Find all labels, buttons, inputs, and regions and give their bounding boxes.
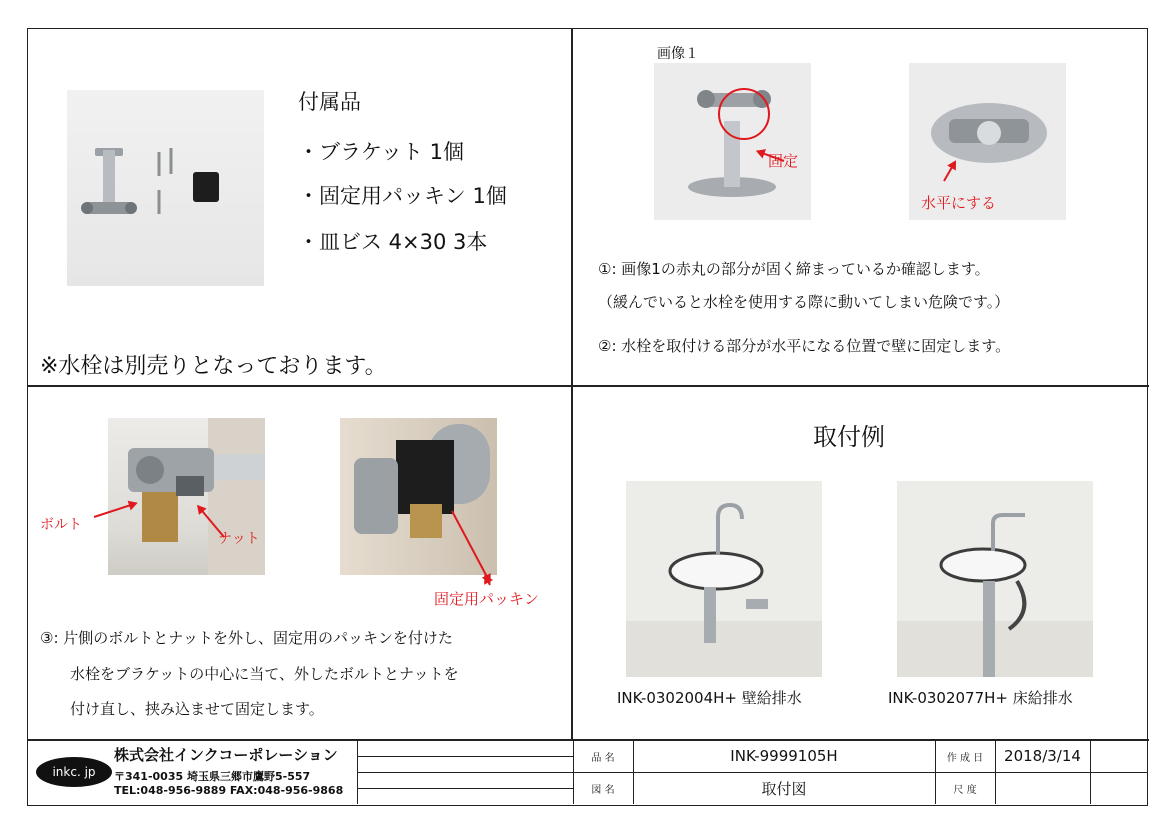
company-address: 〒341-0035 埼玉県三郷市鷹野5-557 bbox=[114, 770, 311, 783]
bracket-photo-front bbox=[654, 63, 811, 220]
step3-line3: 付け直し、挟み込ませて固定します。 bbox=[70, 700, 324, 718]
packing-label: 固定用パッキン bbox=[434, 590, 539, 608]
bolt-nut-photo bbox=[108, 418, 265, 575]
company-phone: TEL:048-956-9889 FAX:048-956-9868 bbox=[114, 784, 344, 797]
floor-drain-basin-illustration bbox=[897, 481, 1093, 677]
level-label: 水平にする bbox=[921, 194, 997, 212]
nut-label: ナット bbox=[218, 531, 260, 547]
company-logo bbox=[36, 757, 112, 787]
image-label: 画像１ bbox=[657, 46, 699, 62]
fix-label: 固定 bbox=[768, 152, 799, 170]
faucet-sold-separately-note: ※水栓は別売りとなっております。 bbox=[40, 354, 387, 379]
accessory-item-screws: ・皿ビス 4×30 3本 bbox=[298, 230, 488, 254]
fix-point-circle bbox=[718, 88, 770, 140]
wall-drain-basin-illustration bbox=[626, 481, 822, 677]
accessories-photo bbox=[67, 90, 264, 286]
step2-line: ②: 水栓を取付ける部分が水平になる位置で壁に固定します。 bbox=[598, 337, 1011, 355]
accessory-item-packing: ・固定用パッキン 1個 bbox=[298, 184, 507, 208]
divider-horizontal-middle bbox=[28, 385, 1149, 387]
product-name-value: INK-9999105H bbox=[730, 747, 838, 765]
example-photo-floor bbox=[897, 481, 1093, 677]
packing-label-arrow-tip bbox=[484, 576, 490, 586]
divider-vertical bbox=[571, 29, 573, 739]
drawing-name-value: 取付図 bbox=[761, 779, 807, 798]
product-name-label: 品 名 bbox=[591, 752, 615, 764]
example-photo-wall bbox=[626, 481, 822, 677]
accessories-title: 付属品 bbox=[298, 90, 361, 114]
date-value: 2018/3/14 bbox=[1004, 747, 1081, 765]
accessory-item-bracket: ・ブラケット 1個 bbox=[298, 140, 464, 164]
company-name: 株式会社インクコーポレーション bbox=[114, 746, 338, 764]
bracket-parts-illustration bbox=[67, 90, 264, 286]
step3-line1: ③: 片側のボルトとナットを外し、固定用のパッキンを付けた bbox=[40, 629, 453, 647]
example-caption-wall: INK-0302004H+ 壁給排水 bbox=[617, 689, 802, 707]
drawing-name-label: 図 名 bbox=[591, 784, 615, 796]
bracket-front-illustration bbox=[654, 63, 811, 220]
bolt-nut-illustration bbox=[108, 418, 265, 575]
scale-value bbox=[995, 772, 1090, 804]
date-label: 作 成 日 bbox=[946, 752, 984, 764]
scale-label: 尺 度 bbox=[953, 784, 977, 796]
example-title: 取付例 bbox=[813, 423, 885, 451]
step1-line2: （緩んでいると水栓を使用する際に動いてしまい危険です。） bbox=[598, 293, 1010, 311]
step1-line1: ①: 画像1の赤丸の部分が固く締まっているか確認します。 bbox=[598, 260, 990, 278]
example-caption-floor: INK-0302077H+ 床給排水 bbox=[888, 689, 1073, 707]
logo-text: inkc. jp bbox=[52, 765, 96, 779]
bolt-label: ボルト bbox=[40, 517, 82, 533]
step3-line2: 水栓をブラケットの中心に当て、外したボルトとナットを bbox=[70, 665, 459, 683]
